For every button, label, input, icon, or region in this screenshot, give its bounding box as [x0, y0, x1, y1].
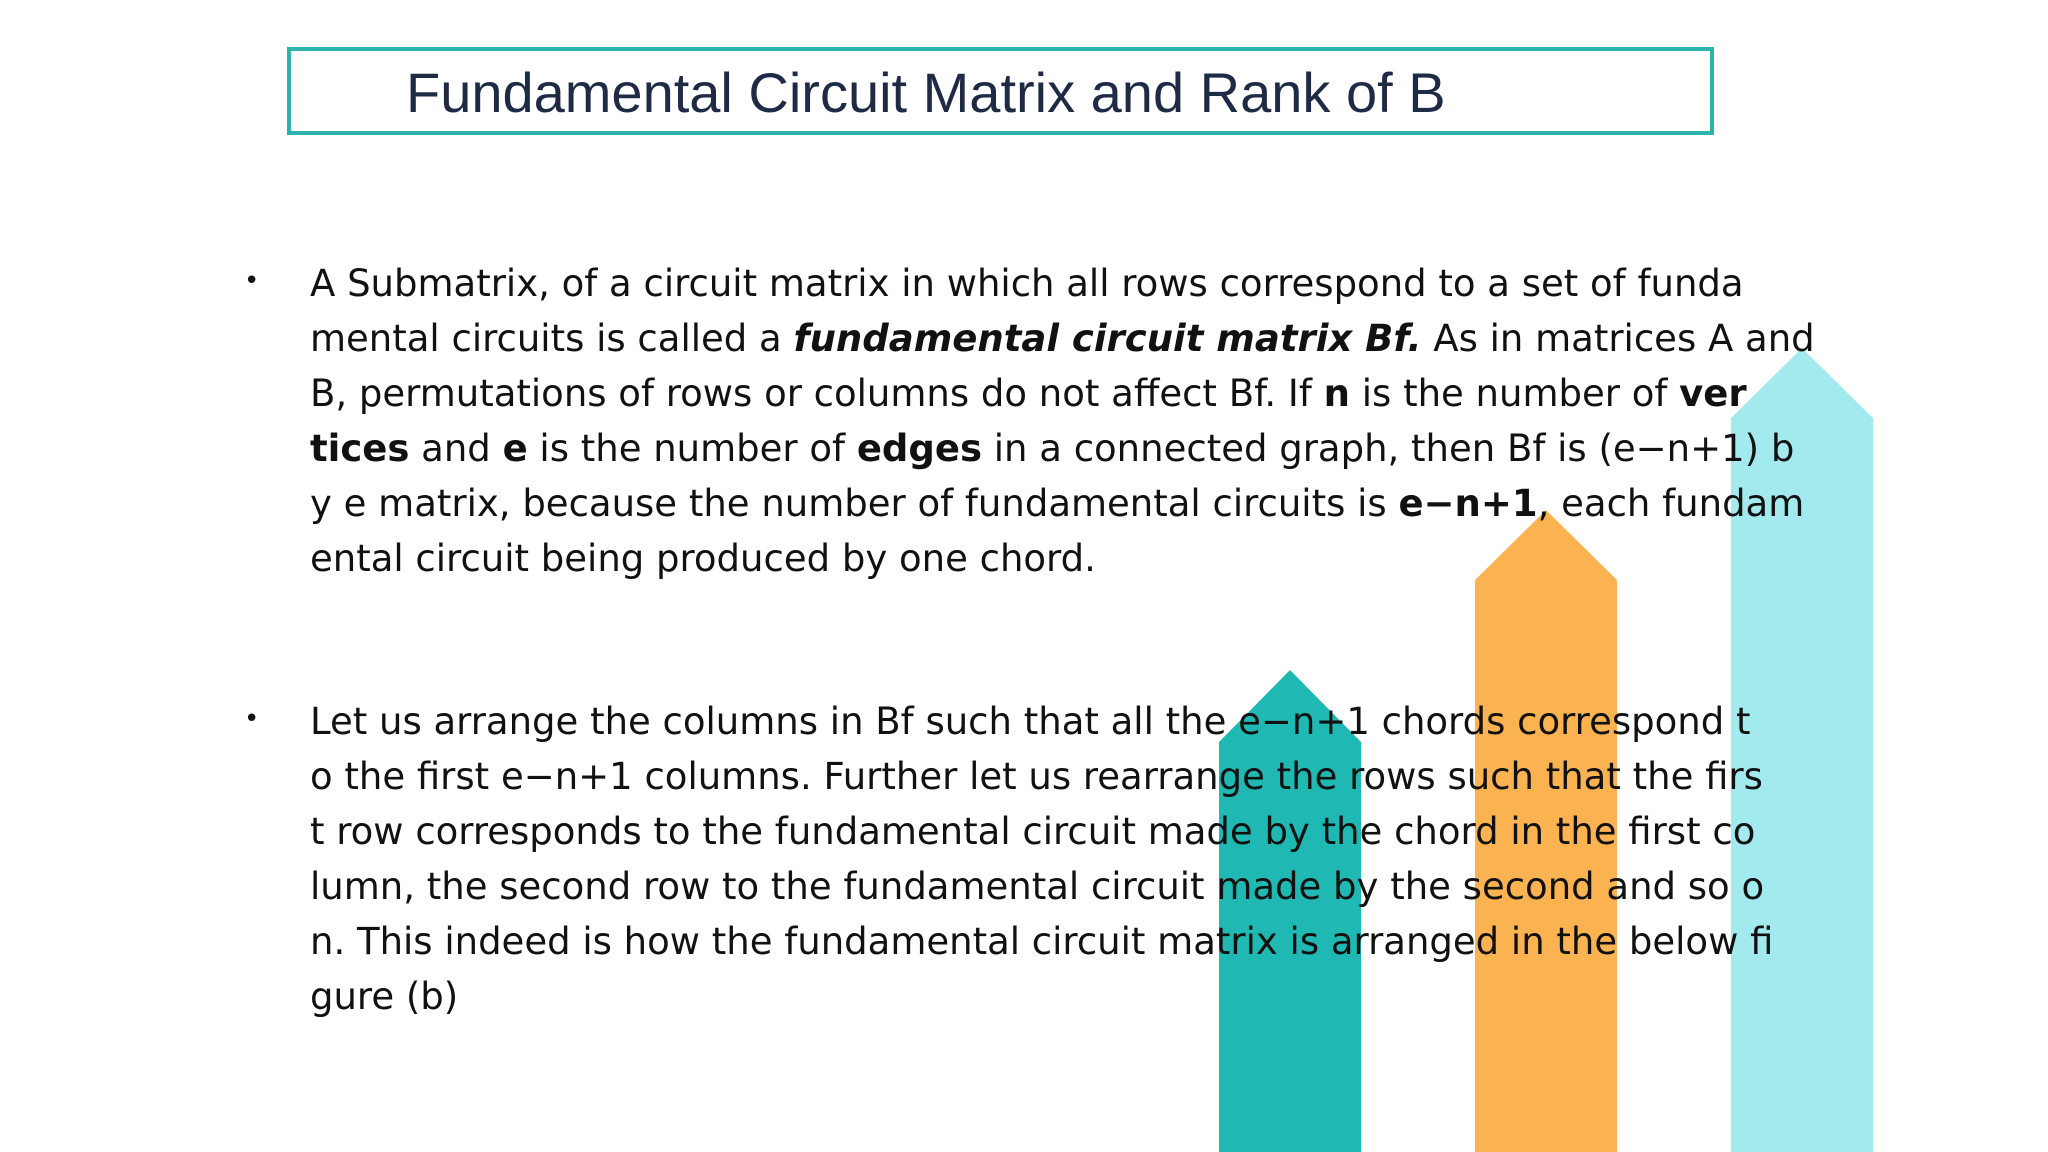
text-run: and — [409, 427, 503, 470]
text-run: in a connected graph, then Bf is (e−n+1) b — [982, 427, 1795, 470]
slide-title: Fundamental Circuit Matrix and Rank of B — [406, 61, 1446, 124]
title-box — [287, 47, 1714, 135]
text-run: o the first e−n+1 columns. Further let us rearrange the rows such that the firs — [310, 755, 1763, 798]
text-run: As in matrices A and — [1421, 317, 1815, 360]
paragraph-column-arrangement — [310, 694, 1810, 1024]
text-run: ental circuit being produced by one chord. — [310, 537, 1096, 580]
emphasis-text: edges — [856, 427, 983, 470]
text-line — [310, 256, 1810, 311]
text-line — [310, 366, 1810, 421]
text-run: is the number of — [1349, 372, 1680, 415]
bullet-marker: • — [244, 266, 260, 296]
text-line — [310, 694, 1810, 749]
text-line — [310, 311, 1815, 366]
text-run: t row corresponds to the fundamental circuit made by the chord in the first co — [310, 810, 1756, 853]
emphasis-text: ver — [1679, 372, 1747, 415]
text-run: mental circuits is called a — [310, 317, 794, 360]
text-line — [310, 804, 1810, 859]
emphasis-text: e−n+1 — [1398, 482, 1538, 525]
text-run: lumn, the second row to the fundamental circuit made by the second and so o — [310, 865, 1765, 908]
text-run: B, permutations of rows or columns do not affect Bf. If — [310, 372, 1324, 415]
text-line — [310, 859, 1810, 914]
emphasis-text: e — [502, 427, 528, 470]
text-run: Let us arrange the columns in Bf such that all the e−n+1 chords correspond t — [310, 700, 1751, 743]
text-run: A Submatrix, of a circuit matrix in which all rows correspond to a set of funda — [310, 262, 1744, 305]
text-run: n. This indeed is how the fundamental circuit matrix is arranged in the below fi — [310, 920, 1774, 963]
emphasis-text: n — [1323, 372, 1350, 415]
text-line — [310, 531, 1810, 586]
emphasis-text: fundamental circuit matrix Bf. — [793, 317, 1422, 360]
text-run: y e matrix, because the number of fundamental circuits is — [310, 482, 1399, 525]
paragraph-fundamental-circuit-matrix — [310, 256, 1815, 586]
text-line — [310, 969, 1810, 1024]
text-run: , each fundam — [1537, 482, 1805, 525]
bullet-marker: • — [244, 704, 260, 734]
text-line — [310, 476, 1810, 531]
text-run: is the number of — [527, 427, 857, 470]
text-run: gure (b) — [310, 975, 459, 1018]
text-line — [310, 914, 1810, 969]
text-line — [310, 421, 1810, 476]
text-line — [310, 749, 1810, 804]
emphasis-text: tices — [310, 427, 410, 470]
